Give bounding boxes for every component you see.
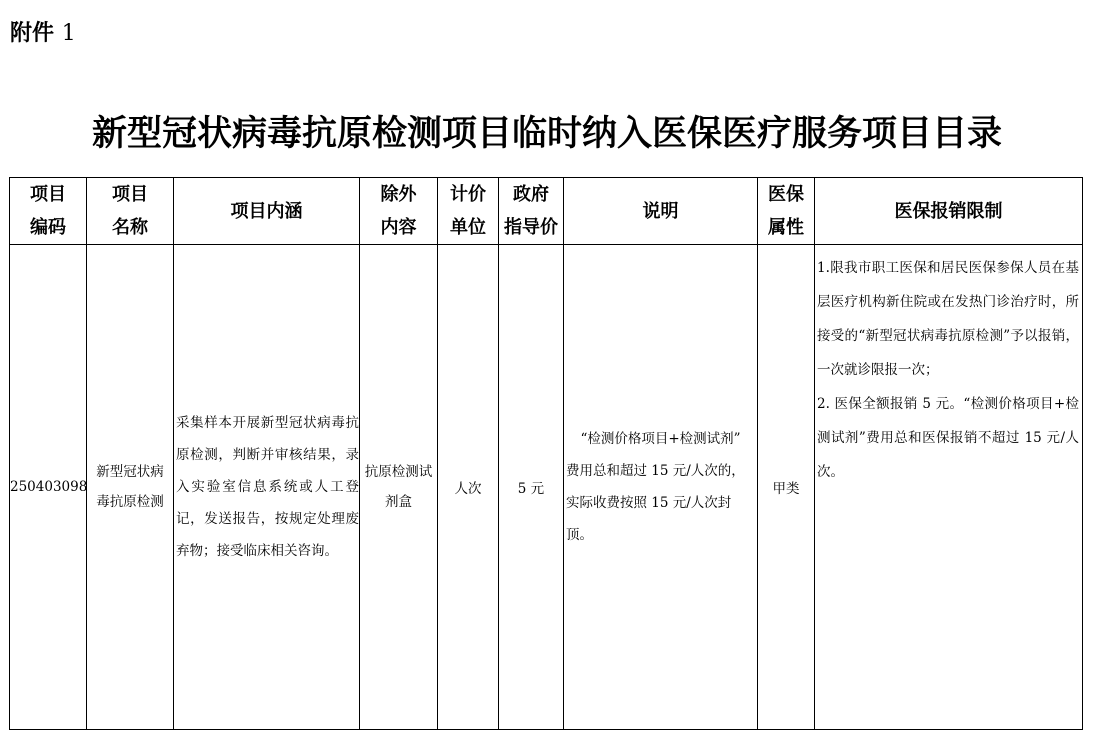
cell-name: 新型冠状病 毒抗原检测 <box>87 245 174 730</box>
limit-item-2: 2. 医保全额报销 5 元。“检测价格项目+检测试剂”费用总和医保报销不超过 15 元/人次。 <box>817 396 1079 480</box>
cell-content: 采集样本开展新型冠状病毒抗原检测，判断并审核结果，录入实验室信息系统或人工登记，发送报告，按规定处理废弃物；接受临床相关咨询。 <box>174 245 360 730</box>
header-unit: 计价 单位 <box>438 178 499 245</box>
header-code: 项目 编码 <box>10 178 87 245</box>
annex-number: 1 <box>61 21 76 46</box>
cell-desc <box>564 245 758 730</box>
cell-code: 250403098 <box>10 245 87 730</box>
cell-unit: 人次 <box>438 245 499 730</box>
document-title: 新型冠状病毒抗原检测项目临时纳入医保医疗服务项目目录 <box>91 113 1002 154</box>
annex-text: 附件 <box>10 21 55 46</box>
cell-price: 5 元 <box>499 245 564 730</box>
catalog-table <box>9 177 1083 730</box>
cell-except: 抗原检测试 剂盒 <box>360 245 438 730</box>
header-attr: 医保 属性 <box>758 178 815 245</box>
cell-attr: 甲类 <box>758 245 815 730</box>
desc-rest: 费用总和超过 15 元/人次的，实际收费按照 15 元/人次封顶。 <box>566 463 745 543</box>
header-except: 除外 内容 <box>360 178 438 245</box>
header-price: 政府 指导价 <box>499 178 564 245</box>
cell-limit <box>815 245 1083 730</box>
header-limit: 医保报销限制 <box>815 178 1083 245</box>
annex-label <box>10 16 76 47</box>
header-row <box>10 178 1083 245</box>
table-row <box>10 245 1083 730</box>
header-content: 项目内涵 <box>174 178 360 245</box>
limit-item-1: 1.限我市职工医保和居民医保参保人员在基层医疗机构新住院或在发热门诊治疗时，所接受的“新型冠状病毒抗原检测”予以报销，一次就诊限报一次； <box>817 260 1079 378</box>
desc-quote: “检测价格项目+检测试剂” <box>580 431 741 447</box>
header-desc: 说明 <box>564 178 758 245</box>
header-name: 项目 名称 <box>87 178 174 245</box>
